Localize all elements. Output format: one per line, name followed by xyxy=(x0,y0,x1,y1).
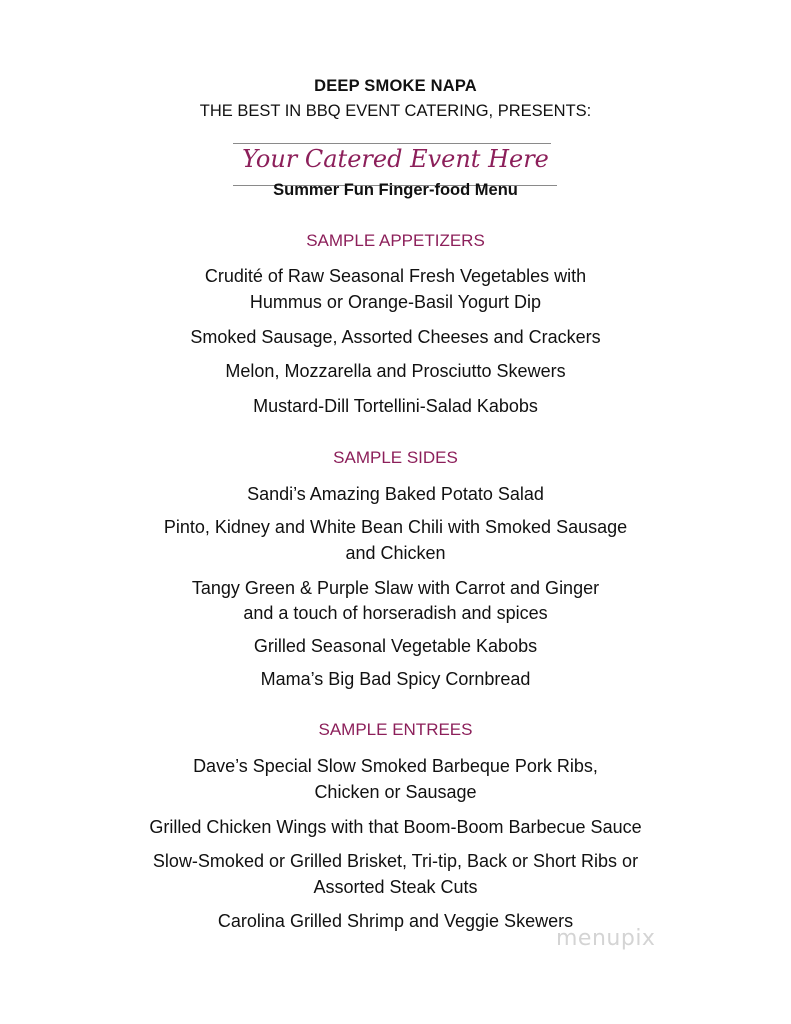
appetizers-heading: SAMPLE APPETIZERS xyxy=(306,231,485,250)
entrees-heading: SAMPLE ENTREES xyxy=(318,720,473,739)
menu-subtitle: Summer Fun Finger-food Menu xyxy=(273,181,518,199)
menu-item-line: Melon, Mozzarella and Prosciutto Skewers xyxy=(225,361,566,381)
menu-item-line: Hummus or Orange-Basil Yogurt Dip xyxy=(249,292,542,312)
menu-item-line: Mustard-Dill Tortellini-Salad Kabobs xyxy=(253,396,538,416)
menu-item-line: Grilled Seasonal Vegetable Kabobs xyxy=(253,636,538,656)
menu-item-line: Slow-Smoked or Grilled Brisket, Tri-tip, Back or Short Ribs or xyxy=(152,851,639,871)
menu-item-line: Chicken or Sausage xyxy=(314,782,477,802)
menupix-watermark: menupix xyxy=(556,926,656,951)
menu-item-line: Crudité of Raw Seasonal Fresh Vegetables with xyxy=(204,266,587,286)
menu-item-line: and a touch of horseradish and spices xyxy=(243,603,548,623)
menu-item-line: Smoked Sausage, Assorted Cheeses and Crackers xyxy=(190,327,601,347)
sides-heading: SAMPLE SIDES xyxy=(333,448,458,467)
menu-item-line: Pinto, Kidney and White Bean Chili with Smoked Sausage xyxy=(163,517,628,537)
restaurant-name: DEEP SMOKE NAPA xyxy=(314,77,477,95)
menu-item-line: Mama’s Big Bad Spicy Cornbread xyxy=(260,669,531,689)
menu-item-line: Assorted Steak Cuts xyxy=(313,877,478,897)
menu-item-line: Grilled Chicken Wings with that Boom-Boom Barbecue Sauce xyxy=(149,817,642,837)
catering-tagline: THE BEST IN BBQ EVENT CATERING, PRESENTS: xyxy=(199,102,592,120)
menu-item-line: Dave’s Special Slow Smoked Barbeque Pork Ribs, xyxy=(193,756,598,776)
menu-item-line: Tangy Green & Purple Slaw with Carrot and Ginger xyxy=(191,578,600,598)
menu-item-line: and Chicken xyxy=(345,543,446,563)
event-title: Your Catered Event Here xyxy=(242,145,549,173)
menu-item-line: Carolina Grilled Shrimp and Veggie Skewers xyxy=(217,911,574,931)
menu-item-line: Sandi’s Amazing Baked Potato Salad xyxy=(247,484,544,504)
